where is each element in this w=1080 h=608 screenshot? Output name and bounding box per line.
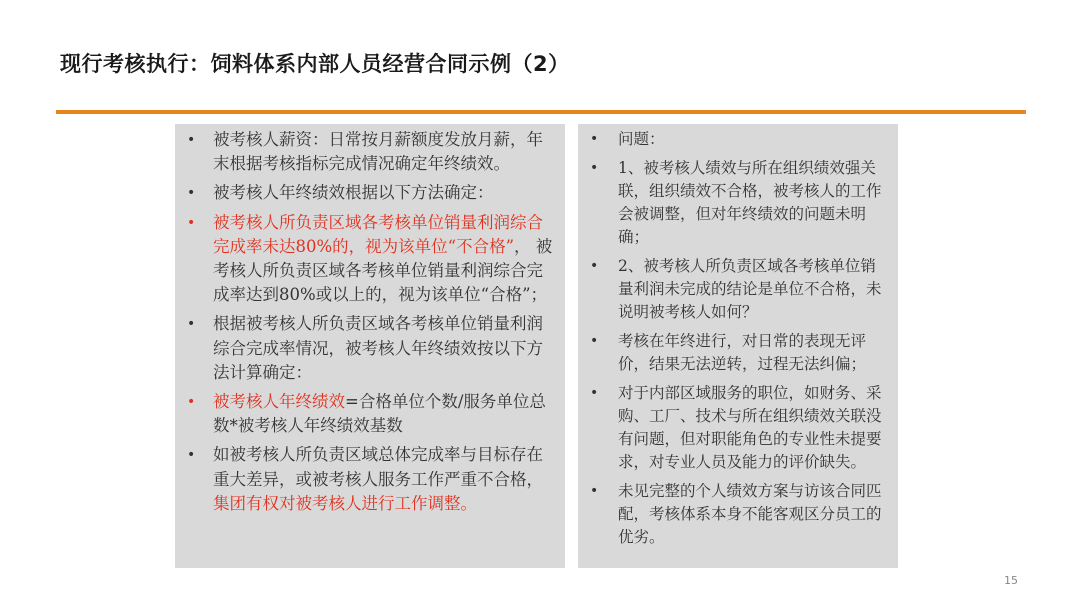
item-text: 考核在年终进行，对日常的表现无评价，结果无法逆转，过程无法纠偏；: [618, 332, 867, 373]
bullet-icon: •: [187, 185, 196, 202]
bullet-icon: •: [590, 483, 599, 499]
bullet-icon: •: [590, 258, 599, 274]
list-item: [183, 181, 555, 205]
list-item: [183, 443, 555, 516]
list-item: [183, 128, 555, 176]
bullet-icon: •: [187, 394, 196, 411]
right-bullet-list: [586, 128, 890, 549]
list-item: [586, 330, 890, 376]
bullet-icon: •: [590, 160, 599, 176]
bullet-icon: •: [187, 132, 196, 148]
item-text: 被考核人年终绩效根据以下方法确定：: [213, 183, 494, 203]
item-text: 根据被考核人所负责区域各考核单位销量利润综合完成率情况，被考核人年终绩效按以下方法计算确定：: [213, 314, 543, 382]
list-item: [586, 382, 890, 474]
left-content-panel: [175, 124, 565, 568]
right-content-panel: [578, 124, 898, 568]
bullet-icon: •: [590, 333, 599, 349]
item-text: 问题：: [618, 130, 665, 148]
highlighted-text: 被考核人年终绩效: [213, 392, 345, 412]
item-text: 被考核人薪资：日常按月薪额度发放月薪，年末根据考核指标完成情况确定年终绩效。: [213, 130, 543, 174]
bullet-icon: •: [187, 316, 196, 333]
list-item: [586, 255, 890, 324]
list-item: [586, 157, 890, 249]
item-text: 2、被考核人所负责区域各考核单位销量利润未完成的结论是单位不合格，未说明被考核人如何？: [618, 257, 882, 321]
list-item: [183, 390, 555, 438]
slide-title: 现行考核执行：饲料体系内部人员经营合同示例（2）: [60, 52, 570, 76]
item-text: 对于内部区域服务的职位，如财务、采购、工厂、技术与所在组织绩效关联没有问题，但对职能角色的专业性未提要求，对专业人员及能力的评价缺失。: [618, 384, 882, 471]
bullet-icon: •: [590, 385, 599, 401]
item-text: 1、被考核人绩效与所在组织绩效强关联，组织绩效不合格，被考核人的工作会被调整，但对年终绩效的问题未明确；: [618, 159, 882, 246]
list-item: [183, 312, 555, 385]
bullet-icon: •: [187, 447, 196, 464]
list-item: [586, 128, 890, 151]
page-number: 15: [1004, 574, 1018, 587]
item-text: 如被考核人所负责区域总体完成率与目标存在重大差异，或被考核人服务工作严重不合格，: [213, 445, 543, 489]
bullet-icon: •: [590, 131, 599, 147]
item-text: ， 被考核人所负责区域各考核单位销量利润综合完成率达到80%或以上的，视为该单位“合格”；: [213, 236, 553, 305]
highlighted-text: 集团有权对被考核人进行工作调整。: [213, 493, 477, 513]
title-divider: [56, 110, 1026, 114]
bullet-icon: •: [187, 214, 196, 231]
highlighted-text: 被考核人所负责区域各考核单位销量利润综合完成率未达80%的，视为该单位“不合格”: [213, 212, 543, 256]
item-text: =合格单位个数/服务单位总数*被考核人年终绩效基数: [213, 392, 546, 436]
list-item: [586, 480, 890, 549]
item-text: 未见完整的个人绩效方案与访该合同匹配，考核体系本身不能客观区分员工的优劣。: [618, 482, 882, 546]
list-item: [183, 211, 555, 308]
left-bullet-list: [183, 128, 555, 516]
